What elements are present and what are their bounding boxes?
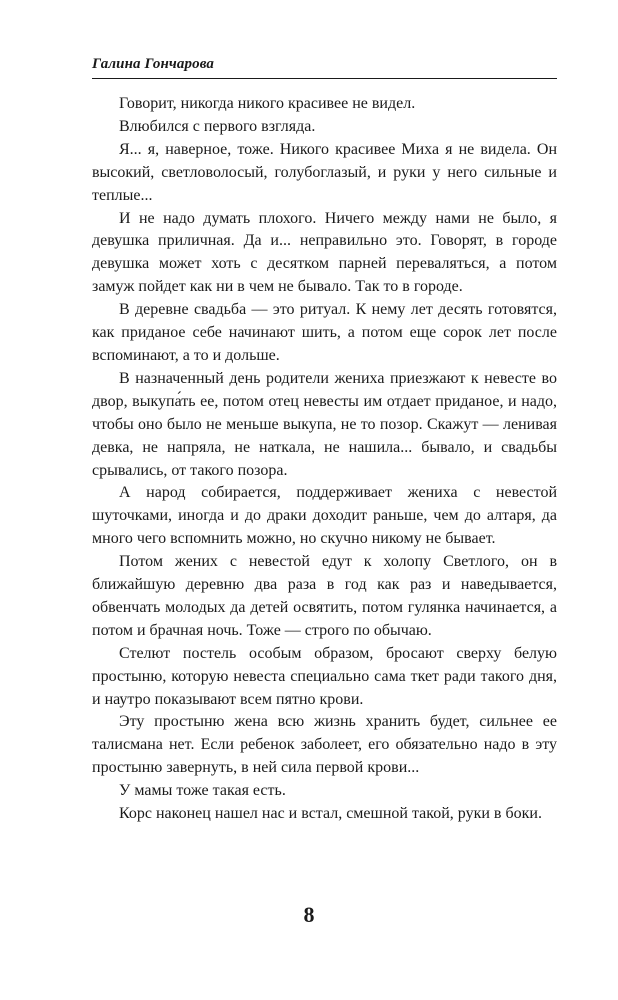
paragraph: В назначенный день родители жениха приезжают к невесте во двор, выкупа́ть ее, потом отец невесты им отдает приданое, и надо, чтобы оно было не меньше выкупа, не то позор. Скажут — ленивая девка, не напряла, не наткала, не нашила... бывало, и свадьбы срывались, от такого позора. bbox=[92, 369, 557, 479]
paragraph: Эту простыню жена всю жизнь хранить будет, сильнее ее талисмана нет. Если ребенок заболеет, его обязательно надо в эту простыню завернуть, в ней сила первой крови... bbox=[92, 713, 557, 777]
paragraph: А народ собирается, поддерживает жениха с невестой шуточками, иногда и до драки доходит раньше, чем до алтаря, да много чего вспомнить можно, но скучно никому не бывает. bbox=[92, 484, 557, 548]
paragraph: Я... я, наверное, тоже. Никого красивее Миха я не видела. Он высокий, светловолосый, голубоглазый, и руки у него сильные и теплые... bbox=[92, 140, 557, 204]
paragraph: Корс наконец нашел нас и встал, смешной такой, руки в боки. bbox=[119, 805, 542, 823]
paragraph: Влюбился с первого взгляда. bbox=[119, 117, 316, 135]
paragraph: У мамы тоже такая есть. bbox=[119, 782, 286, 800]
paragraph: Потом жених с невестой едут к холопу Светлого, он в ближайшую деревню два раза в год как раз и наведывается, обвенчать молодых да детей освятить, потом гулянка начинается, а потом и брачная ночь. Тоже — строго по обычаю. bbox=[92, 553, 557, 639]
paragraph: В деревне свадьба — это ритуал. К нему лет десять готовятся, как приданое себе начинают шить, а потом еще сорок лет после вспоминают, а то и дольше. bbox=[92, 301, 557, 364]
paragraph: Стелют постель особым образом, бросают сверху белую простыню, которую невеста специально сама ткет ради такого дня, и наутро показывают всем пятно крови. bbox=[92, 644, 557, 708]
running-head-author: Галина Гончарова bbox=[92, 55, 557, 79]
paragraph: Говорит, никогда никого красивее не видел. bbox=[119, 95, 416, 112]
page-number: 8 bbox=[303, 902, 315, 927]
paragraph: И не надо думать плохого. Ничего между нами не было, я девушка приличная. Да и... неправильно это. Говорят, в городе девушка может хоть с десятком парней переваляться, а потом замуж пойдет как ни в чем не бывало. Так то в городе. bbox=[92, 209, 557, 296]
body-text bbox=[92, 93, 557, 826]
book-page bbox=[92, 55, 557, 826]
